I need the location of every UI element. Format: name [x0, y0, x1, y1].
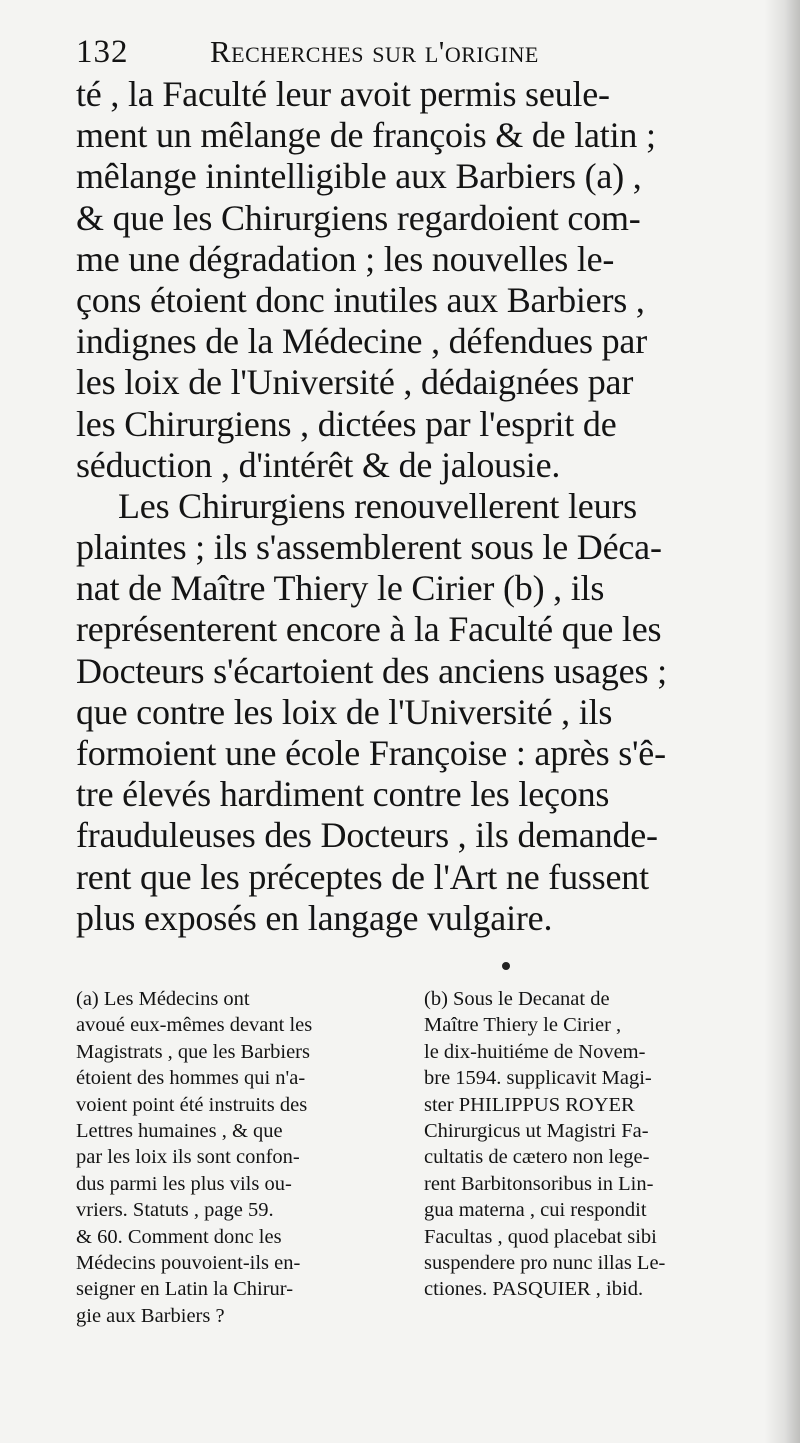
- paragraph-start-line: Les Chirurgiens renouvellerent leurs: [118, 485, 637, 526]
- body-line: indignes de la Médecine , défendues par: [76, 321, 647, 362]
- footnote-line: gie aux Barbiers ?: [76, 1304, 225, 1327]
- body-line: me une dégradation ; les nouvelles le-: [76, 238, 615, 279]
- footnote-b: [424, 986, 759, 1303]
- body-line: séduction , d'intérêt & de jalousie.: [76, 444, 561, 485]
- footnote-line: ctiones. PASQUIER , ibid.: [424, 1278, 644, 1301]
- body-line: ment un mêlange de françois & de latin ;: [76, 115, 656, 156]
- footnote-line: Facultas , quod placebat sibi: [424, 1225, 657, 1248]
- separator-dot: [502, 962, 510, 970]
- footnote-a: [76, 986, 406, 1329]
- footnote-line: avoué eux-mêmes devant les: [76, 1014, 313, 1037]
- footnote-line: ster PHILIPPUS ROYER: [424, 1093, 635, 1116]
- footnote-line: étoient des hommes qui n'a-: [76, 1067, 306, 1090]
- body-line: & que les Chirurgiens regardoient com-: [76, 197, 641, 238]
- footnote-line: gua materna , cui respondit: [424, 1199, 647, 1222]
- footnote-line: bre 1594. supplicavit Magi-: [424, 1067, 652, 1090]
- footnote-line: seigner en Latin la Chirur-: [76, 1278, 294, 1301]
- footnote-line: voient point été instruits des: [76, 1093, 308, 1116]
- footnote-line: Médecins pouvoient-ils en-: [76, 1251, 301, 1274]
- footnote-line: Chirurgicus ut Magistri Fa-: [424, 1119, 649, 1142]
- body-line: mêlange inintelligible aux Barbiers (a) ,: [76, 156, 642, 197]
- body-line: Docteurs s'écartoient des anciens usages ;: [76, 650, 667, 691]
- body-line: les loix de l'Université , dédaignées par: [76, 362, 634, 403]
- body-line: représenterent encore à la Faculté que les: [76, 609, 662, 650]
- footnote-line: cultatis de cætero non lege-: [424, 1146, 650, 1169]
- body-line: rent que les préceptes de l'Art ne fussent: [76, 856, 649, 897]
- footnote-line: par les loix ils sont confon-: [76, 1146, 300, 1169]
- footnote-line: (b) Sous le Decanat de: [424, 988, 610, 1010]
- body-line: formoient une école Françoise : après s'ê-: [76, 733, 666, 773]
- body-line: plus exposés en langage vulgaire.: [76, 897, 553, 938]
- footnote-line: le dix-huitiéme de Novem-: [424, 1040, 646, 1063]
- footnote-line: vriers. Statuts , page 59.: [76, 1199, 274, 1222]
- body-line: frauduleuses des Docteurs , ils demande-: [76, 815, 658, 856]
- body-line: les Chirurgiens , dictées par l'esprit de: [76, 403, 617, 444]
- footnote-line: Magistrats , que les Barbiers: [76, 1040, 310, 1063]
- footnote-line: (a) Les Médecins ont: [76, 988, 250, 1010]
- page-edge-shadow: [764, 0, 800, 1443]
- body-line: nat de Maître Thiery le Cirier (b) , ils: [76, 568, 605, 609]
- body-line: tre élevés hardiment contre les leçons: [76, 774, 610, 815]
- footnote-line: Lettres humaines , & que: [76, 1119, 283, 1142]
- body-line: que contre les loix de l'Université , ils: [76, 691, 613, 732]
- footnote-line: suspendere pro nunc illas Le-: [424, 1251, 666, 1274]
- body-line: té , la Faculté leur avoit permis seule-: [76, 74, 610, 114]
- body-line: çons étoient donc inutiles aux Barbiers ,: [76, 279, 645, 320]
- body-line: plaintes ; ils s'assemblerent sous le Déca-: [76, 527, 662, 568]
- page-number: 132: [76, 34, 129, 70]
- footnote-line: dus parmi les plus vils ou-: [76, 1172, 292, 1195]
- running-head: Recherches sur l'origine: [210, 34, 539, 69]
- body-text: [76, 74, 746, 939]
- footnote-line: Maître Thiery le Cirier ,: [424, 1014, 622, 1037]
- page-header: [76, 30, 676, 74]
- footnote-line: & 60. Comment donc les: [76, 1225, 282, 1248]
- footnote-line: rent Barbitonsoribus in Lin-: [424, 1172, 654, 1195]
